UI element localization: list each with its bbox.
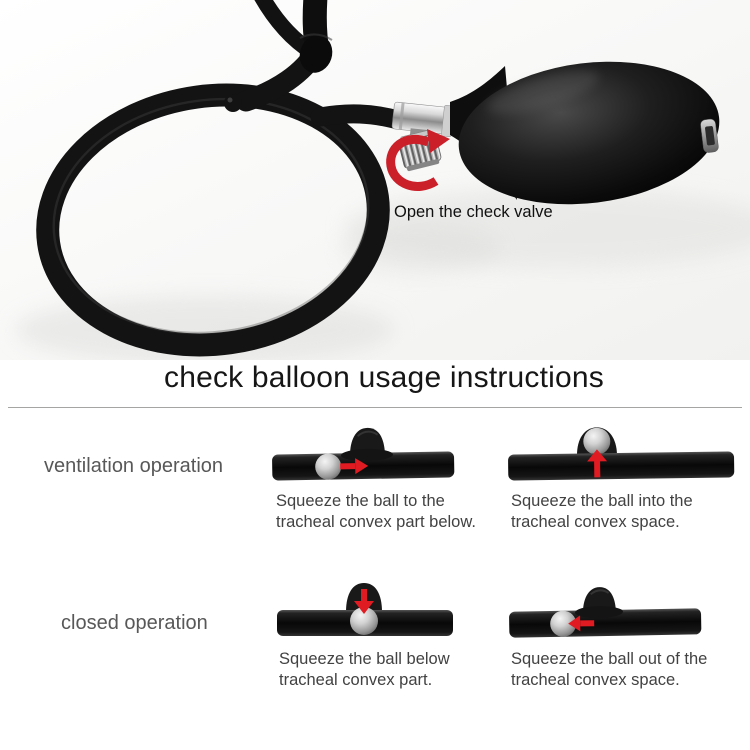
- valve-annotation: Open the check valve: [394, 203, 553, 221]
- caption-line: tracheal convex space.: [511, 513, 680, 531]
- figure-ball-arrow-right: [270, 422, 455, 487]
- caption-line: Squeeze the ball to the: [276, 492, 445, 510]
- tube-nub: [224, 94, 242, 112]
- panel-caption: [276, 491, 476, 533]
- caption-line: Squeeze the ball below: [279, 650, 450, 668]
- section-divider: [8, 407, 742, 408]
- product-photo-graphic: [0, 0, 750, 360]
- product-photo: [0, 0, 750, 360]
- caption-line: tracheal convex part.: [279, 671, 433, 689]
- figure-ball-arrow-down: [276, 581, 454, 643]
- tracheal-tube: [508, 451, 734, 480]
- row-label-closed: closed operation: [61, 612, 208, 634]
- figure-ball-arrow-left: [507, 579, 702, 644]
- caption-line: Squeeze the ball out of the: [511, 650, 708, 668]
- row-label-ventilation: ventilation operation: [44, 455, 224, 477]
- panel-caption: [279, 649, 450, 691]
- page-title: check balloon usage instructions: [164, 361, 604, 394]
- caption-line: tracheal convex part below.: [276, 513, 476, 531]
- panel-caption: [511, 491, 693, 533]
- caption-line: tracheal convex space.: [511, 671, 680, 689]
- figure-ball-arrow-up: [507, 422, 736, 487]
- caption-line: Squeeze the ball into the: [511, 492, 693, 510]
- panel-caption: [511, 649, 707, 691]
